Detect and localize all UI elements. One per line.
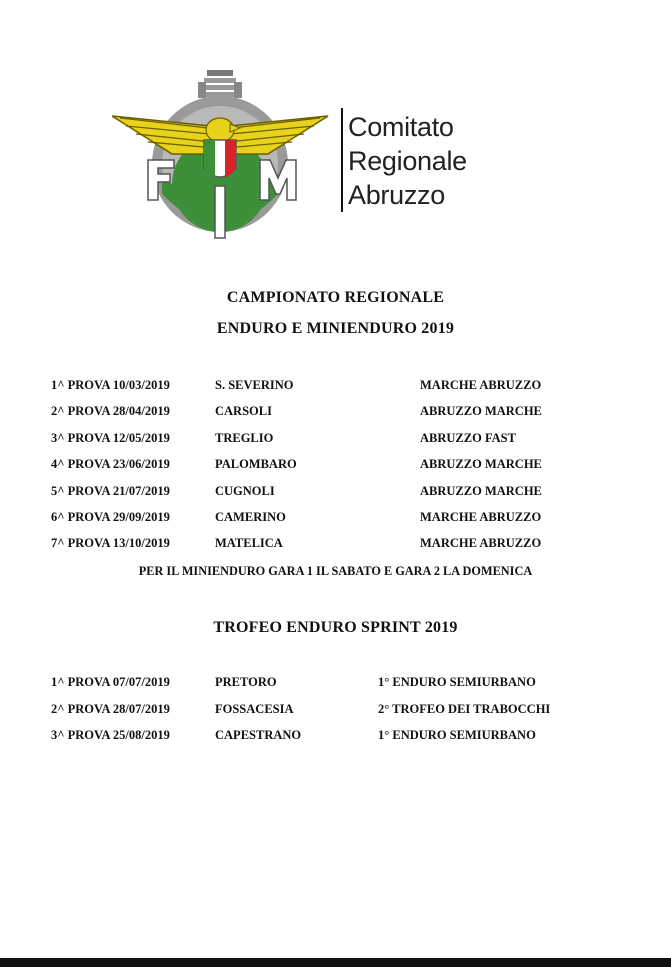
prova-date: 3^ PROVA 12/05/2019	[51, 431, 170, 445]
location: CAPESTRANO	[215, 728, 302, 742]
event-name: 1° ENDURO SEMIURBANO	[378, 675, 536, 689]
table-row	[0, 404, 671, 424]
location: CARSOLI	[215, 404, 272, 418]
event-name: 2° TROFEO DEI TRABOCCHI	[378, 702, 551, 716]
fmi-eagle-logo	[112, 64, 330, 248]
prova-date: 4^ PROVA 23/06/2019	[51, 457, 170, 471]
prova-date: 5^ PROVA 21/07/2019	[51, 484, 170, 498]
prova-date: 1^ PROVA 10/03/2019	[51, 378, 170, 392]
logo-divider	[341, 108, 343, 212]
location: CAMERINO	[215, 510, 286, 524]
sprint-trophy-title: TROFEO ENDURO SPRINT 2019	[213, 619, 458, 636]
organizer: ABRUZZO FAST	[420, 431, 516, 445]
organizer: ABRUZZO MARCHE	[420, 457, 542, 471]
organizer: MARCHE ABRUZZO	[420, 510, 542, 524]
location: CUGNOLI	[215, 484, 275, 498]
table-row	[0, 378, 671, 398]
table-row	[0, 457, 671, 477]
miniendur-note: PER IL MINIENDURO GARA 1 IL SABATO E GARA 2 LA DOMENICA	[138, 564, 533, 578]
table-row	[0, 510, 671, 530]
prova-date: 3^ PROVA 25/08/2019	[51, 728, 170, 742]
table-row	[0, 484, 671, 504]
location: FOSSACESIA	[215, 702, 294, 716]
location: S. SEVERINO	[215, 378, 294, 392]
org-line-3: Abruzzo	[348, 180, 445, 210]
italian-shield-icon	[204, 140, 236, 178]
organizer: MARCHE ABRUZZO	[420, 536, 542, 550]
organization-name	[348, 110, 467, 212]
prova-date: 1^ PROVA 07/07/2019	[51, 675, 170, 689]
location: TREGLIO	[215, 431, 274, 445]
prova-date: 7^ PROVA 13/10/2019	[51, 536, 170, 550]
location: MATELICA	[215, 536, 283, 550]
prova-date: 2^ PROVA 28/04/2019	[51, 404, 170, 418]
championship-subtitle: ENDURO E MINIENDURO 2019	[216, 320, 455, 337]
organizer: ABRUZZO MARCHE	[420, 404, 542, 418]
org-line-1: Comitato	[348, 112, 454, 142]
bottom-bar	[0, 958, 671, 967]
table-row	[0, 675, 671, 695]
championship-title: CAMPIONATO REGIONALE	[226, 289, 445, 306]
location: PRETORO	[215, 675, 277, 689]
organizer: MARCHE ABRUZZO	[420, 378, 542, 392]
organizer: ABRUZZO MARCHE	[420, 484, 542, 498]
table-row	[0, 702, 671, 722]
logo-block	[112, 64, 492, 248]
table-row	[0, 728, 671, 748]
event-name: 1° ENDURO SEMIURBANO	[378, 728, 536, 742]
location: PALOMBARO	[215, 457, 297, 471]
org-line-2: Regionale	[348, 146, 467, 176]
table-row	[0, 536, 671, 556]
prova-date: 6^ PROVA 29/09/2019	[51, 510, 170, 524]
prova-date: 2^ PROVA 28/07/2019	[51, 702, 170, 716]
table-row	[0, 431, 671, 451]
